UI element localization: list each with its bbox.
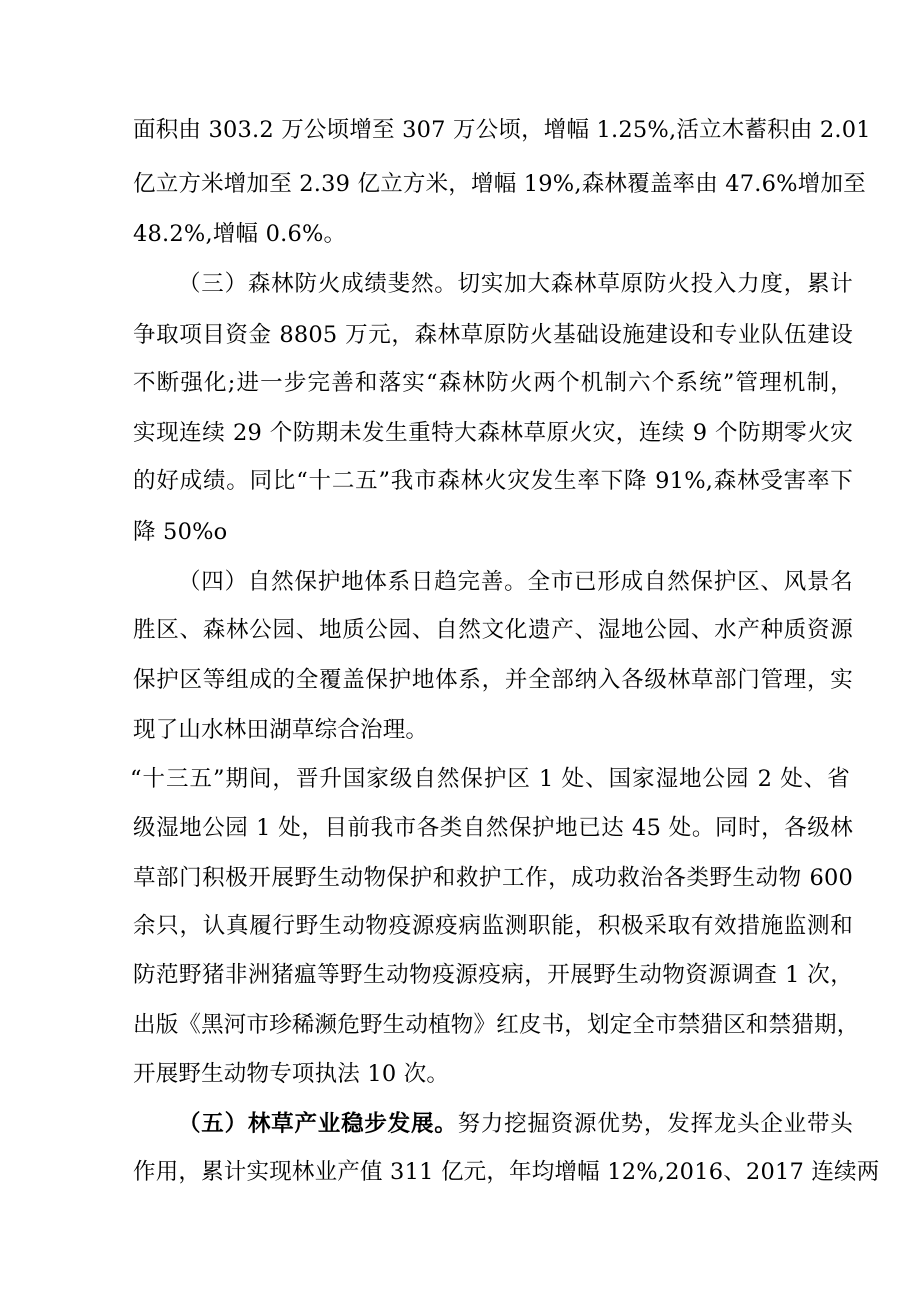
text-line: 48.2%,增幅 0.6%。 [133, 221, 347, 247]
text-line: 级湿地公园 1 处，目前我市各类自然保护地已达 45 处。同时，各级林 [133, 815, 853, 841]
text-line: 降 50%o [133, 519, 228, 545]
text-line: 防范野猪非洲猪瘟等野生动物疫源疫病，开展野生动物资源调查 1 次， [133, 962, 853, 988]
paragraph-heading-line: （四）自然保护地体系日趋完善。全市已形成自然保护区、风景名 [178, 569, 853, 595]
text-line: 保护区等组成的全覆盖保护地体系，并全部纳入各级林草部门管理，实 [133, 667, 853, 693]
text-line: 余只，认真履行野生动物疫源疫病监测职能，积极采取有效措施监测和 [133, 913, 853, 939]
text-line: 不断强化;进一步完善和落实“森林防火两个机制六个系统”管理机制， [133, 370, 853, 396]
paragraph-heading-line: （三）森林防火成绩斐然。切实加大森林草原防火投入力度，累计 [178, 271, 853, 297]
text-line: 开展野生动物专项执法 10 次。 [133, 1061, 450, 1087]
text-line: 出版《黑河市珍稀濒危野生动植物》红皮书，划定全市禁猎区和禁猎期， [133, 1012, 860, 1038]
text-line: 作用，累计实现林业产值 311 亿元，年均增幅 12%,2016、2017 连续两 [133, 1159, 880, 1185]
text-line: 的好成绩。同比“十二五”我市森林火灾发生率下降 91%,森林受害率下 [133, 468, 853, 494]
text-line: 实现连续 29 个防期未发生重特大森林草原火灾，连续 9 个防期零火灾 [133, 420, 853, 446]
section-heading: （五）林草产业稳步发展。 [178, 1111, 458, 1137]
text-line: “十三五”期间，晋升国家级自然保护区 1 处、国家湿地公园 2 处、省 [130, 766, 850, 792]
paragraph-heading-line [178, 1104, 853, 1144]
text-span: 努力挖掘资源优势，发挥龙头企业带头 [457, 1111, 853, 1137]
text-line: 胜区、森林公园、地质公园、自然文化遗产、湿地公园、水产种质资源 [133, 617, 853, 643]
text-line: 草部门积极开展野生动物保护和救护工作，成功救治各类野生动物 600 [133, 865, 853, 891]
text-line: 面积由 303.2 万公顷增至 307 万公顷，增幅 1.25%,活立木蓄积由 2.01 [133, 117, 871, 143]
text-line: 亿立方米增加至 2.39 亿立方米，增幅 19%,森林覆盖率由 47.6%增加至 [133, 171, 866, 197]
text-line: 现了山水林田湖草综合治理。 [133, 717, 429, 743]
text-line: 争取项目资金 8805 万元，森林草原防火基础设施建设和专业队伍建设 [133, 322, 853, 348]
